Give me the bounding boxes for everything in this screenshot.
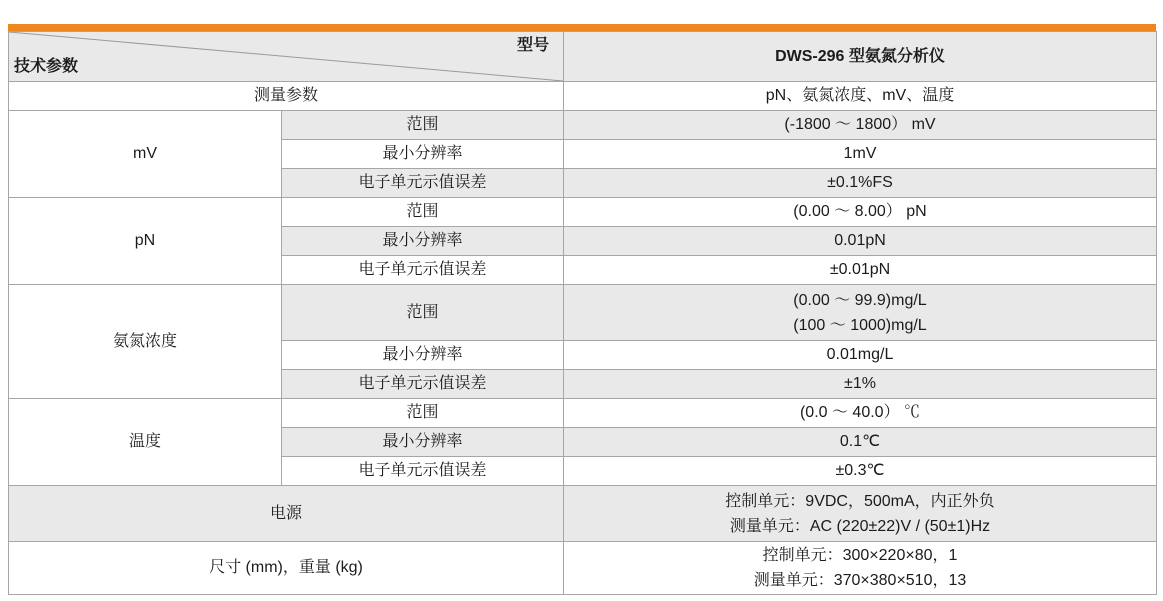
dimensions-value-line: 测量单元：370×380×510，13 xyxy=(753,572,967,589)
group-name-ammonia: 氨氮浓度 xyxy=(9,285,282,399)
spec-value: 0.1℃ xyxy=(564,428,1157,457)
spec-label: 最小分辨率 xyxy=(282,140,564,169)
spec-value-line: (100 ～ 1000)mg/L xyxy=(793,316,927,334)
spec-table-grid xyxy=(8,31,1157,595)
dimensions-value-line: 控制单元：300×220×80，1 xyxy=(762,547,958,564)
spec-value: 1mV xyxy=(564,140,1157,169)
spec-value: ±0.01pN xyxy=(564,256,1157,285)
group-name-pn: pN xyxy=(9,198,282,285)
nh-range-row xyxy=(9,285,1157,341)
dimensions-label: 尺寸 (mm)，重量 (kg) xyxy=(9,542,564,595)
spec-label: 电子单元示值误差 xyxy=(282,256,564,285)
header-params-label: 技术参数 xyxy=(14,57,79,75)
group-name-mv: mV xyxy=(9,111,282,198)
measure-params-row xyxy=(9,82,1157,111)
spec-value: ±1% xyxy=(564,370,1157,399)
spec-value-line: (0.00 ～ 99.9)mg/L xyxy=(793,291,927,309)
power-row xyxy=(9,486,1157,542)
power-value xyxy=(564,486,1157,542)
spec-label: 最小分辨率 xyxy=(282,341,564,370)
spec-value: ±0.1%FS xyxy=(564,169,1157,198)
pn-range-row xyxy=(9,198,1157,227)
spec-label: 电子单元示值误差 xyxy=(282,370,564,399)
spec-label: 最小分辨率 xyxy=(282,227,564,256)
header-model-label: 型号 xyxy=(516,37,549,54)
measure-params-label: 测量参数 xyxy=(9,82,564,111)
power-value-line: 测量单元：AC (220±22)V / (50±1)Hz xyxy=(729,517,991,535)
spec-value xyxy=(564,285,1157,341)
spec-value: ±0.3℃ xyxy=(564,457,1157,486)
spec-value: (-1800 ～ 1800） mV xyxy=(564,111,1157,140)
dimensions-row xyxy=(9,542,1157,595)
accent-bar xyxy=(8,24,1156,31)
spec-table xyxy=(8,24,1156,595)
spec-label: 范围 xyxy=(282,399,564,428)
spec-label: 范围 xyxy=(282,198,564,227)
diagonal-header-cell xyxy=(9,32,564,82)
spec-label: 最小分辨率 xyxy=(282,428,564,457)
model-name: DWS-296 型氨氮分析仪 xyxy=(564,32,1157,82)
spec-label: 范围 xyxy=(282,111,564,140)
header-row xyxy=(9,32,1157,82)
spec-value: (0.00 ～ 8.00） pN xyxy=(564,198,1157,227)
mv-range-row xyxy=(9,111,1157,140)
spec-value: 0.01pN xyxy=(564,227,1157,256)
spec-value: 0.01mg/L xyxy=(564,341,1157,370)
spec-label: 电子单元示值误差 xyxy=(282,169,564,198)
diagonal-line xyxy=(9,32,563,81)
spec-value: (0.0 ～ 40.0） ℃ xyxy=(564,399,1157,428)
measure-params-value: pN、氨氮浓度、mV、温度 xyxy=(564,82,1157,111)
spec-label: 电子单元示值误差 xyxy=(282,457,564,486)
group-name-temperature: 温度 xyxy=(9,399,282,486)
power-label: 电源 xyxy=(9,486,564,542)
temp-range-row xyxy=(9,399,1157,428)
spec-label: 范围 xyxy=(282,285,564,341)
power-value-line: 控制单元：9VDC，500mA，内正外负 xyxy=(725,492,995,510)
dimensions-value xyxy=(564,542,1157,595)
